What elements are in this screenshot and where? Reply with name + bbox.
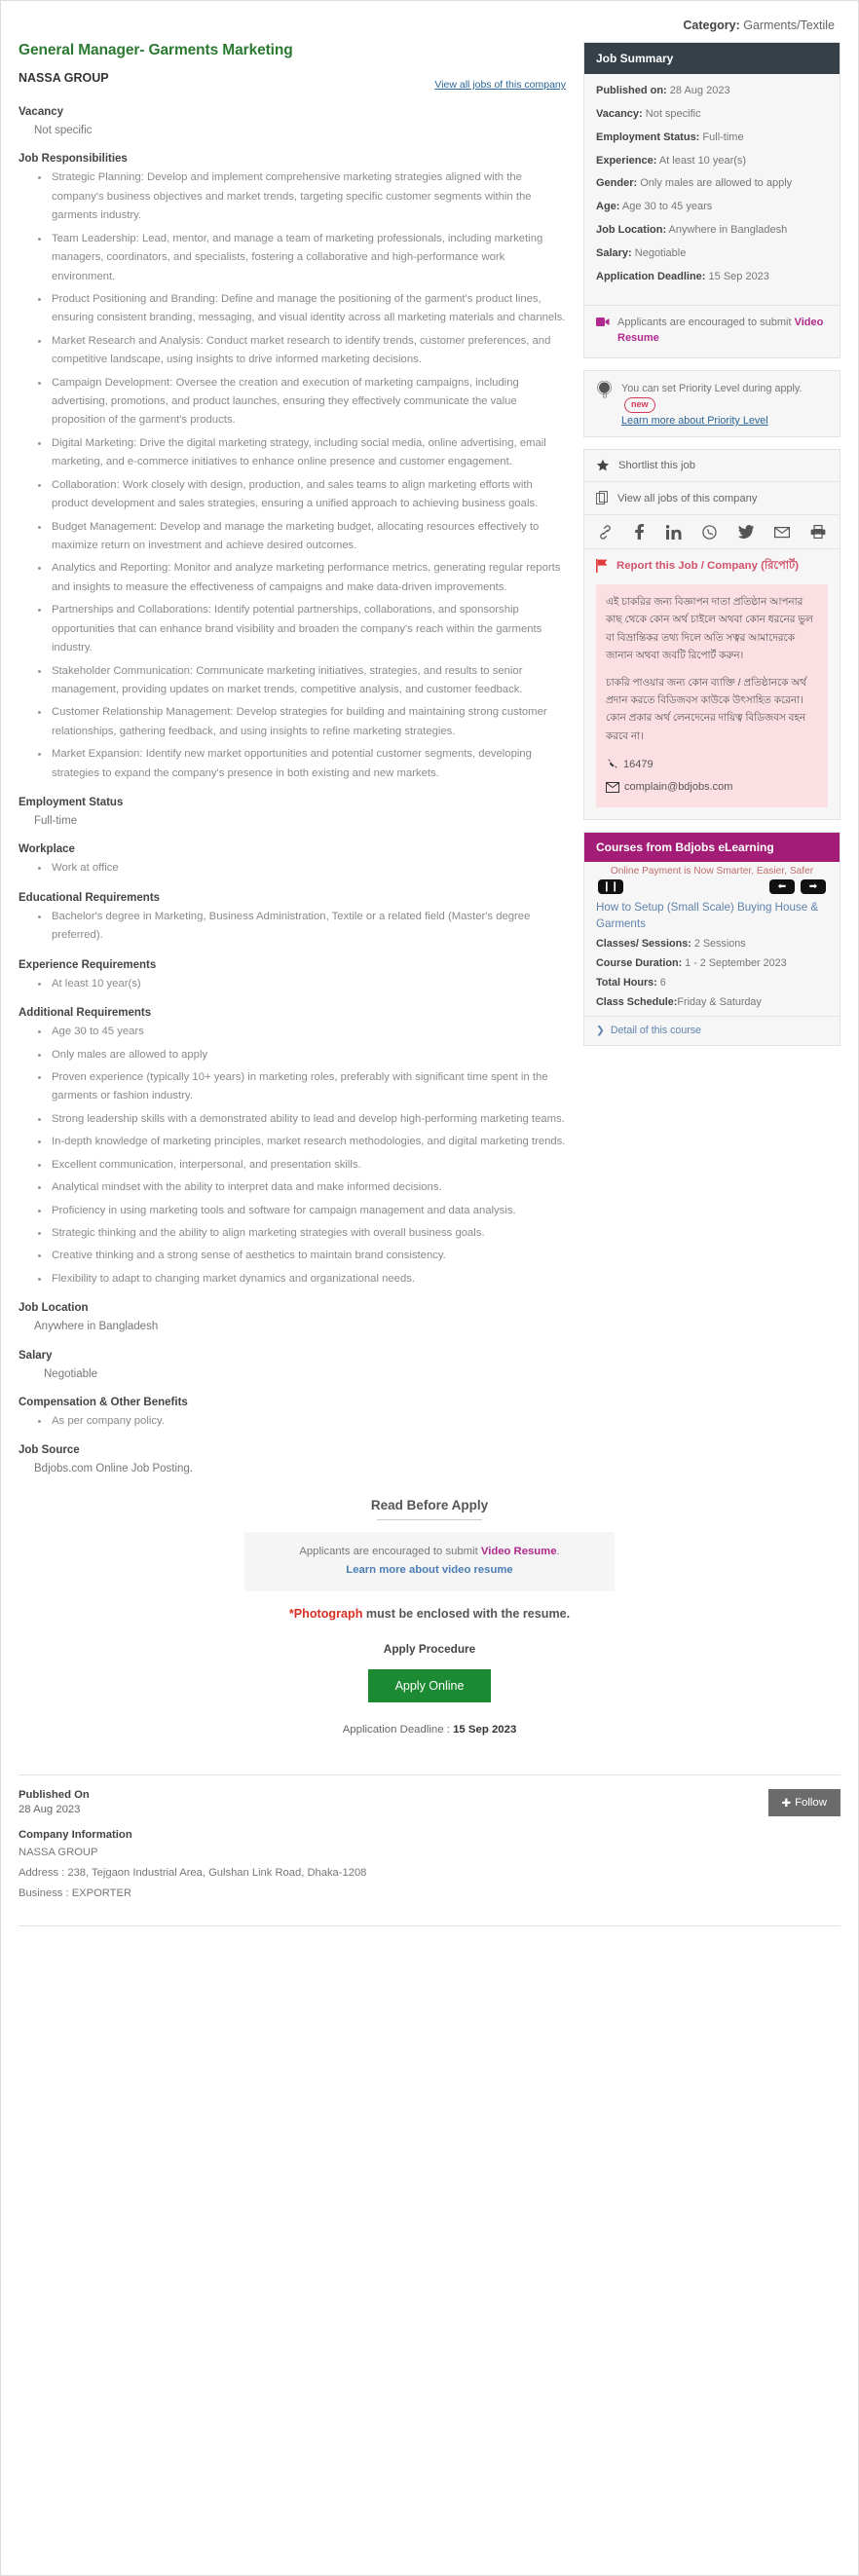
employment-status-heading: Employment Status xyxy=(19,797,124,809)
list-item: • Budget Management: Develop and manage the marketing budget, allocating resources effectively to maximize return on investment and achieve desired outcomes. xyxy=(50,518,566,556)
priority-learn-more-link[interactable]: Learn more about Priority Level xyxy=(621,415,768,428)
category-line xyxy=(19,15,840,42)
shortlist-job-button[interactable] xyxy=(584,450,840,482)
course-info-label: Total Hours: xyxy=(596,977,657,989)
list-item: • Stakeholder Communication: Communicate marketing initiatives, strategies, and results to senior management, providing updates on market trends, competitive analysis, and customer feedback. xyxy=(50,662,566,700)
salary-heading: Salary xyxy=(19,1349,53,1362)
courses-promo: Online Payment is Now Smarter, Easier, Safer xyxy=(610,866,814,877)
summary-row xyxy=(596,246,828,261)
course-info-label: Class Schedule: xyxy=(596,996,678,1009)
summary-row-label: Salary: xyxy=(596,246,632,259)
chevron-right-icon: ❯ xyxy=(596,1025,605,1037)
report-warning-box xyxy=(596,584,828,807)
deadline-value: 15 Sep 2023 xyxy=(453,1724,517,1736)
job-detail-main xyxy=(19,42,566,1478)
list-item: • Campaign Development: Oversee the creation and execution of marketing campaigns, including advertising, promotions, and product launches, ensuring they effectively communicate the value proposition of the garment's products. xyxy=(50,374,566,430)
employment-status-value: Full-time xyxy=(34,815,78,828)
view-all-jobs-link[interactable]: View all jobs of this company xyxy=(434,79,566,91)
list-item: • As per company policy. xyxy=(50,1412,566,1431)
vacancy-heading: Vacancy xyxy=(19,106,64,118)
share-row xyxy=(584,515,840,549)
deadline-label: Application Deadline : xyxy=(342,1724,454,1736)
footer-company-name: NASSA GROUP xyxy=(19,1847,98,1859)
summary-row xyxy=(596,107,828,122)
summary-row xyxy=(596,176,828,191)
summary-row-value: Negotiable xyxy=(631,246,687,259)
photograph-note xyxy=(19,1607,840,1621)
list-item: • Excellent communication, interpersonal, and presentation skills. xyxy=(50,1156,566,1175)
list-item: • Strategic Planning: Develop and implement comprehensive marketing strategies aligned with the company's business objectives and market trends, targeting specific customer segments within the garments industry. xyxy=(50,168,566,225)
photograph-required-label: *Photograph xyxy=(288,1607,363,1622)
facebook-icon[interactable] xyxy=(633,524,646,540)
footer-company-business: Business : EXPORTER xyxy=(19,1886,132,1899)
workplace-heading: Workplace xyxy=(19,843,75,856)
list-item: • Digital Marketing: Drive the digital marketing strategy, including social media, online advertising, email marketing, and e-commerce initiatives to enhance online presence and customer engagement. xyxy=(50,434,566,472)
footer-company-address: Address : 238, Tejgaon Industrial Area, Gulshan Link Road, Dhaka-1208 xyxy=(19,1866,367,1879)
footer-divider xyxy=(19,1925,840,1964)
job-summary-rows xyxy=(584,74,840,305)
job-source-heading: Job Source xyxy=(19,1444,80,1457)
summary-row-label: Gender: xyxy=(596,177,638,190)
photograph-note-rest: must be enclosed with the resume. xyxy=(362,1607,571,1622)
priority-text-wrap xyxy=(621,381,828,413)
summary-row-label: Vacancy: xyxy=(596,107,643,120)
compensation-list xyxy=(19,1412,566,1431)
list-item: • Market Research and Analysis: Conduct market research to identify trends, customer preferences, and competitive landscape, using insights to drive informed marketing decisions. xyxy=(50,332,566,370)
summary-row-label: Application Deadline: xyxy=(596,270,706,282)
summary-row-label: Published on: xyxy=(596,85,667,96)
summary-row xyxy=(596,131,828,145)
course-info-label: Course Duration: xyxy=(596,957,683,970)
published-on-label: Published On xyxy=(19,1789,90,1802)
experience-list xyxy=(19,975,566,993)
summary-row-label: Age: xyxy=(596,201,620,213)
plus-icon: ✚ xyxy=(781,1798,792,1811)
course-info-row xyxy=(584,977,840,996)
educational-list xyxy=(19,908,566,946)
report-phone: 16479 xyxy=(623,758,654,770)
video-resume-note xyxy=(584,305,840,358)
summary-row-value: Full-time xyxy=(699,131,744,143)
report-email-line xyxy=(606,778,818,797)
list-item: • Analytics and Reporting: Monitor and analyze marketing performance metrics, generating regular reports and insights to measure the effectiveness of campaigns and make data-driven improvements. xyxy=(50,559,566,597)
video-resume-box xyxy=(244,1532,615,1591)
read-before-apply-section xyxy=(19,1498,840,1736)
summary-row-value: Age 30 to 45 years xyxy=(619,201,713,213)
video-resume-text: Applicants are encouraged to submit Video Resume xyxy=(617,316,824,344)
category-label: Category: xyxy=(683,19,740,32)
list-item: • Market Expansion: Identify new market opportunities and potential customer segments, developing strategies to expand the company's presence in both existing and new markets. xyxy=(50,745,566,783)
summary-row-value: Only males are allowed to apply xyxy=(637,177,793,190)
list-item: • Proven experience (typically 10+ years) in marketing roles, preferably with significant time spent in the garments or fashion industry. xyxy=(50,1068,566,1106)
shortlist-label: Shortlist this job xyxy=(618,460,695,472)
summary-row-label: Employment Status: xyxy=(596,131,700,143)
course-detail-label: Detail of this course xyxy=(610,1025,701,1037)
course-detail-link[interactable] xyxy=(584,1016,840,1045)
twitter-icon[interactable] xyxy=(738,525,754,539)
course-info-value: 6 xyxy=(656,977,666,989)
salary-value: Negotiable xyxy=(44,1367,97,1380)
summary-row-value: Anywhere in Bangladesh xyxy=(666,224,788,237)
job-actions-card xyxy=(583,449,840,820)
star-icon xyxy=(596,459,610,472)
priority-text: You can set Priority Level during apply. xyxy=(621,383,803,395)
sidebar-view-all-jobs-button[interactable] xyxy=(584,482,840,515)
course-info-row xyxy=(584,957,840,977)
job-summary-title: Job Summary xyxy=(584,43,840,74)
summary-row-value: Not specific xyxy=(642,107,701,120)
report-phone-line xyxy=(606,756,818,774)
summary-row-label: Experience: xyxy=(596,154,657,167)
video-resume-bottom-link[interactable]: Video Resume xyxy=(480,1545,557,1557)
elearning-courses-card xyxy=(583,832,840,1046)
list-item: • Collaboration: Work closely with design, production, and sales teams to align marketing efforts with product development and sales strategies, ensuring a unified approach to achieving business goals. xyxy=(50,476,566,514)
summary-row xyxy=(596,223,828,238)
list-item: • Partnerships and Collaborations: Identify potential partnerships, collaborations, and sponsorship opportunities that can enhance brand visibility and broaden the company's reach within the garments industry. xyxy=(50,601,566,657)
published-on-date: 28 Aug 2023 xyxy=(19,1804,81,1816)
job-location-heading: Job Location xyxy=(19,1302,89,1315)
video-resume-link[interactable]: Video Resume xyxy=(617,316,824,344)
summary-row-label: Job Location: xyxy=(596,224,667,237)
course-info-label: Classes/ Sessions: xyxy=(596,938,691,951)
list-item: • Product Positioning and Branding: Define and manage the positioning of the garment's product lines, ensuring consistent branding, messaging, and visual identity across all marketing materials and channels. xyxy=(50,290,566,328)
follow-button[interactable] xyxy=(768,1789,840,1816)
job-location-value: Anywhere in Bangladesh xyxy=(34,1321,159,1333)
list-item: • Strong leadership skills with a demonstrated ability to lead and develop high-performing marketing teams. xyxy=(50,1110,566,1129)
linkedin-icon[interactable] xyxy=(666,525,682,540)
list-item: • Only males are allowed to apply xyxy=(50,1046,566,1064)
list-item: • Proficiency in using marketing tools and software for campaign management and data analysis. xyxy=(50,1202,566,1220)
report-email[interactable]: complain@bdjobs.com xyxy=(624,781,733,793)
summary-row xyxy=(596,270,828,284)
list-item: • Bachelor's degree in Marketing, Business Administration, Textile or a related field (Master's degree preferred). xyxy=(50,908,566,946)
vacancy-value: Not specific xyxy=(34,125,93,136)
educational-heading: Educational Requirements xyxy=(19,891,161,904)
summary-row xyxy=(596,154,828,168)
list-item: • Strategic thinking and the ability to align marketing strategies with overall business goals. xyxy=(50,1224,566,1243)
sidebar-view-all-jobs-label: View all jobs of this company xyxy=(617,492,758,504)
report-job-button[interactable] xyxy=(584,549,840,580)
new-badge: new xyxy=(624,397,655,414)
summary-row xyxy=(596,200,828,214)
summary-row xyxy=(596,84,828,98)
phone-icon xyxy=(606,759,618,771)
additional-list xyxy=(19,1023,566,1288)
additional-heading: Additional Requirements xyxy=(19,1007,152,1020)
list-item: • In-depth knowledge of marketing principles, market research methodologies, and digital marketing trends. xyxy=(50,1133,566,1151)
whatsapp-icon[interactable] xyxy=(702,525,717,540)
company-name: NASSA GROUP xyxy=(19,71,109,85)
list-item: • Analytical mindset with the ability to interpret data and make informed decisions. xyxy=(50,1178,566,1197)
report-title: Report this Job / Company (রিপোর্ট) xyxy=(616,560,800,573)
flag-icon xyxy=(596,559,609,575)
list-item: • Flexibility to adapt to changing market dynamics and organizational needs. xyxy=(50,1270,566,1288)
summary-row-value: At least 10 year(s) xyxy=(656,154,747,167)
workplace-list xyxy=(19,859,566,877)
email-icon[interactable] xyxy=(774,526,790,539)
video-note-pre: Applicants are encouraged to submit xyxy=(299,1545,481,1557)
page-title: General Manager- Garments Marketing xyxy=(19,42,293,58)
video-note-suffix: . xyxy=(556,1545,560,1557)
experience-heading: Experience Requirements xyxy=(19,958,157,971)
list-item: • Team Leadership: Lead, mentor, and manage a team of marketing professionals, including marketing managers, coordinators, and specialists, fostering a collaborative and high-performance work environment. xyxy=(50,230,566,286)
job-sidebar xyxy=(583,42,840,1046)
list-item: • Age 30 to 45 years xyxy=(50,1023,566,1041)
application-deadline-line xyxy=(19,1724,840,1736)
list-item: • At least 10 year(s) xyxy=(50,975,566,993)
compensation-heading: Compensation & Other Benefits xyxy=(19,1396,188,1408)
job-footer xyxy=(19,1774,840,1963)
course-title-link[interactable]: How to Setup (Small Scale) Buying House & Garments xyxy=(596,901,819,930)
course-info-value: Friday & Saturday xyxy=(677,996,762,1009)
link-icon[interactable] xyxy=(598,525,613,540)
envelope-icon xyxy=(606,782,619,793)
carousel-controls xyxy=(584,877,840,898)
apply-online-button[interactable]: Apply Online xyxy=(368,1669,492,1702)
divider xyxy=(377,1519,482,1520)
apply-procedure-heading: Apply Procedure xyxy=(383,1642,476,1657)
responsibilities-heading: Job Responsibilities xyxy=(19,153,128,166)
list-item: • Creative thinking and a strong sense of aesthetics to maintain brand consistency. xyxy=(50,1247,566,1265)
course-info-value: 2 Sessions xyxy=(691,938,746,951)
pause-button[interactable]: ❙❙ xyxy=(598,879,623,894)
print-icon[interactable] xyxy=(810,525,826,539)
document-icon xyxy=(596,491,609,505)
category-value: Garments/Textile xyxy=(743,19,835,32)
summary-row-value: 28 Aug 2023 xyxy=(666,85,730,96)
learn-more-video-resume-link[interactable]: Learn more about video resume xyxy=(346,1563,513,1576)
prev-button[interactable]: ⬅ xyxy=(769,879,795,894)
course-info-row xyxy=(584,996,840,1016)
report-paragraph-1: এই চাকরির জন্য বিজ্ঞাপন দাতা প্রতিষ্ঠান আপনার কাছ থেকে কোন অর্থ চাইলে অথবা কোন ধরনের ভুল বা বিভ্রান্তিকর তথ্য দিলে অতি সত্বর আমাদেরকে জানান অথবা জবটি রিপোর্ট করুন। xyxy=(606,597,813,661)
job-summary-card xyxy=(583,42,840,358)
list-item: • Customer Relationship Management: Develop strategies for building and maintaining strong customer relationships, gathering feedback, and using insights to refine marketing strategies. xyxy=(50,703,566,741)
company-information-label: Company Information xyxy=(19,1829,132,1842)
follow-label: Follow xyxy=(795,1797,827,1810)
priority-level-card xyxy=(583,370,840,437)
priority-icon xyxy=(596,381,613,398)
video-camera-icon xyxy=(596,317,610,327)
course-info-value: 1 - 2 September 2023 xyxy=(682,957,787,970)
courses-title: Courses from Bdjobs eLearning xyxy=(584,833,840,862)
next-button[interactable]: ➡ xyxy=(801,879,826,894)
read-before-apply-title: Read Before Apply xyxy=(370,1497,489,1512)
responsibilities-list xyxy=(19,168,566,783)
job-source-value: Bdjobs.com Online Job Posting. xyxy=(34,1463,194,1475)
course-info-row xyxy=(584,938,840,957)
course-rows xyxy=(584,938,840,1016)
summary-row-value: 15 Sep 2023 xyxy=(705,270,769,282)
report-paragraph-2: চাকরি পাওয়ার জন্য কোন ব্যাক্তি / প্রতিষ্ঠানকে অর্থ প্রদান করতে বিডিজবস কাউকে উৎসাহিত করেনা। কোন প্রকার অর্থ লেনদেনের দায়িত্ব বিডিজবস বহন করবে না। xyxy=(606,677,807,742)
list-item: • Work at office xyxy=(50,859,566,877)
